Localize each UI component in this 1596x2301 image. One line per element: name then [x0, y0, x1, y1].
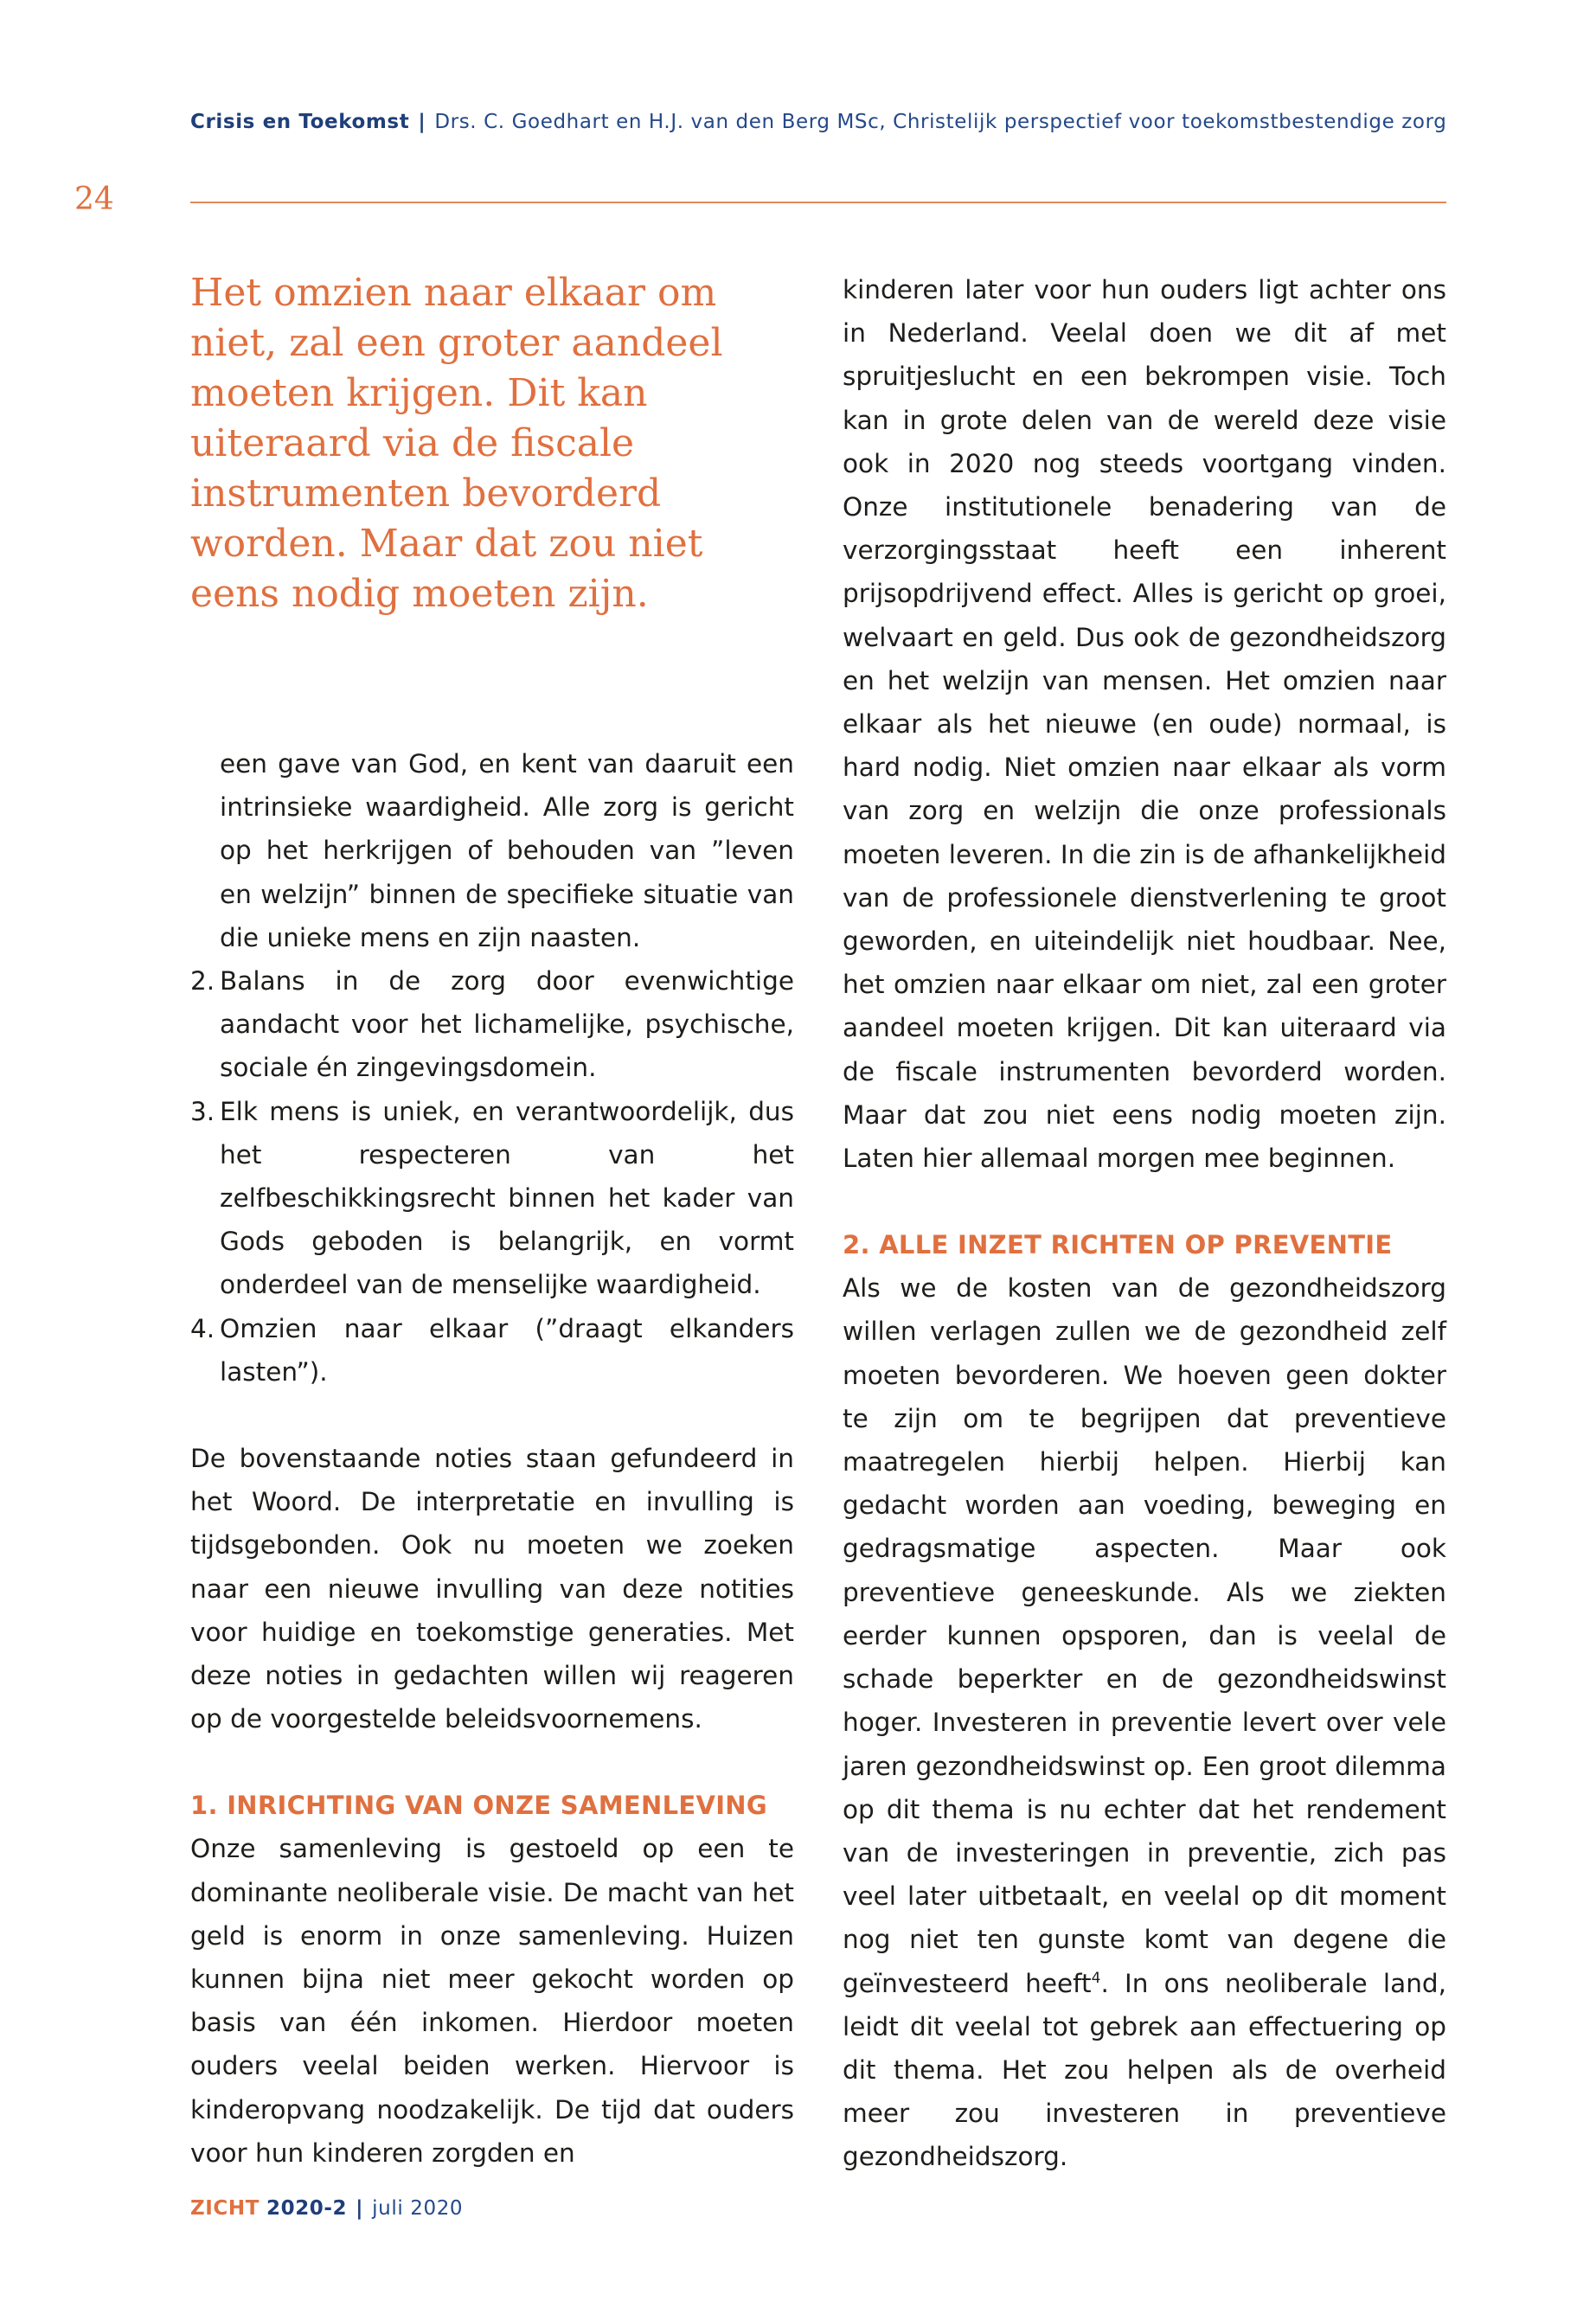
footer-separator: | [356, 2197, 364, 2220]
list-item [190, 1307, 794, 1394]
header-rule [190, 202, 1446, 203]
list-item-continuation: een gave van God, en kent van daaruit een intrinsieke waardigheid. Alle zorg is gericht op het herkrijgen of behouden van ”leven en welzijn” binnen de specifieke situatie van die unieke mens en zijn naasten. [220, 749, 794, 952]
list-number: 2. [190, 966, 215, 997]
list-item-text: Omzien naar elkaar (”draagt elkanders lasten”). [220, 1313, 794, 1387]
list-number: 3. [190, 1096, 215, 1126]
list-item-text: Balans in de zorg door evenwichtige aandacht voor het lichamelijke, psychische, sociale én zingevingsdomein. [220, 966, 794, 1083]
footnote-reference: 4 [1091, 1969, 1101, 1987]
running-header [190, 111, 1453, 133]
right-column [843, 268, 1446, 2179]
section-2-text-part-1: Als we de kosten van de gezondheidszorg willen verlagen zullen we de gezondheid zelf moeten bevorderen. We hoeven geen dokter te zijn om te begrijpen dat preventieve maatregelen hierbij helpen. Hierbij kan gedacht worden aan voeding, beweging en gedragsmatige aspecten. Maar ook preventieve geneeskunde. Als we ziekten eerder kunnen opsporen, dan is veelal de schade beperkter en de gezondheidswinst hoger. Investeren in preventie levert over vele jaren gezondheidswinst op. Een groot dilemma op dit thema is nu echter dat het rendement van de investeringen in preventie, zich pas veel later uitbetaalt, en veelal op dit moment nog niet ten gunste komt van degene die geïnvesteerd heeft [843, 1273, 1446, 1998]
issue-number: 2020-2 [266, 2197, 348, 2220]
list-item [190, 1090, 794, 1307]
section-2-text-part-2: . In ons neoliberale land, leidt dit veelal tot gebrek aan effectuering op dit thema. Het zou helpen als de overheid meer zou investeren in preventieve gezondheidszorg. [843, 1968, 1446, 2172]
magazine-name: ZICHT [190, 2197, 260, 2220]
left-column [190, 268, 794, 2175]
series-title: Crisis en Toekomst [190, 111, 410, 133]
running-footer [190, 2197, 463, 2220]
article-authors: Drs. C. Goedhart en H.J. van den Berg MSc, Christelijk perspectief voor toekomstbestendige zorg [434, 111, 1447, 133]
list-item [190, 959, 794, 1090]
issue-date: juli 2020 [372, 2197, 464, 2220]
header-separator: | [418, 111, 426, 133]
page-number: 24 [74, 182, 114, 217]
list-number: 4. [190, 1313, 215, 1343]
section-1-text: Onze samenleving is gestoeld op een te dominante neoliberale visie. De macht van het geld is enorm in onze samenleving. Huizen kunnen bijna niet meer gekocht worden op basis van één inkomen. Hierdoor moeten ouders veelal beiden werken. Hiervoor is kinderopvang noodzakelijk. De tijd dat ouders voor hun kinderen zorgden en [190, 1834, 794, 2168]
pull-quote: Het omzien naar elkaar om niet, zal een groter aandeel moeten krijgen. Dit kan uiteraard via de fiscale instrumenten bevorderd worden. Maar dat zou niet eens nodig moeten zijn. [190, 271, 723, 616]
section-2-text [843, 1266, 1446, 2178]
body-paragraph-continued: kinderen later voor hun ouders ligt achter ons in Nederland. Veelal doen we dit af met spruitjeslucht en een bekrompen visie. Toch kan in grote delen van de wereld deze visie ook in 2020 nog steeds voortgang vinden. Onze institutionele benadering van de verzorgingsstaat heeft een inherent prijsopdrijvend effect. Alles is gericht op groei, welvaart en geld. Dus ook de gezondheidszorg en het welzijn van mensen. Het omzien naar elkaar als het nieuwe (en oude) normaal, is hard nodig. Niet omzien naar elkaar als vorm van zorg en welzijn die onze professionals moeten leveren. In die zin is de afhankelijkheid van de professionele dienstverlening te groot geworden, en uiteindelijk niet houdbaar. Nee, het omzien naar elkaar om niet, zal een groter aandeel moeten krijgen. Dit kan uiteraard via de fiscale instrumenten bevorderd worden. Maar dat zou niet eens nodig moeten zijn. Laten hier allemaal morgen mee beginnen. [843, 275, 1446, 1174]
section-heading-1: 1. INRICHTING VAN ONZE SAMENLEVING [190, 1791, 767, 1821]
principles-list [190, 742, 794, 1394]
section-heading-2: 2. ALLE INZET RICHTEN OP PREVENTIE [843, 1230, 1393, 1260]
body-paragraph: De bovenstaande noties staan gefundeerd in het Woord. De interpretatie en invulling is tijdsgebonden. Ook nu moeten we zoeken naar een nieuwe invulling van deze notities voor huidige en toekomstige generaties. Met deze noties in gedachten willen wij reageren op de voorgestelde beleidsvoornemens. [190, 1444, 794, 1734]
list-item-text: Elk mens is uniek, en verantwoordelijk, dus het respecteren van het zelfbeschikkingsrecht binnen het kader van Gods geboden is belangrijk, en vormt onderdeel van de menselijke waardigheid. [220, 1096, 794, 1300]
